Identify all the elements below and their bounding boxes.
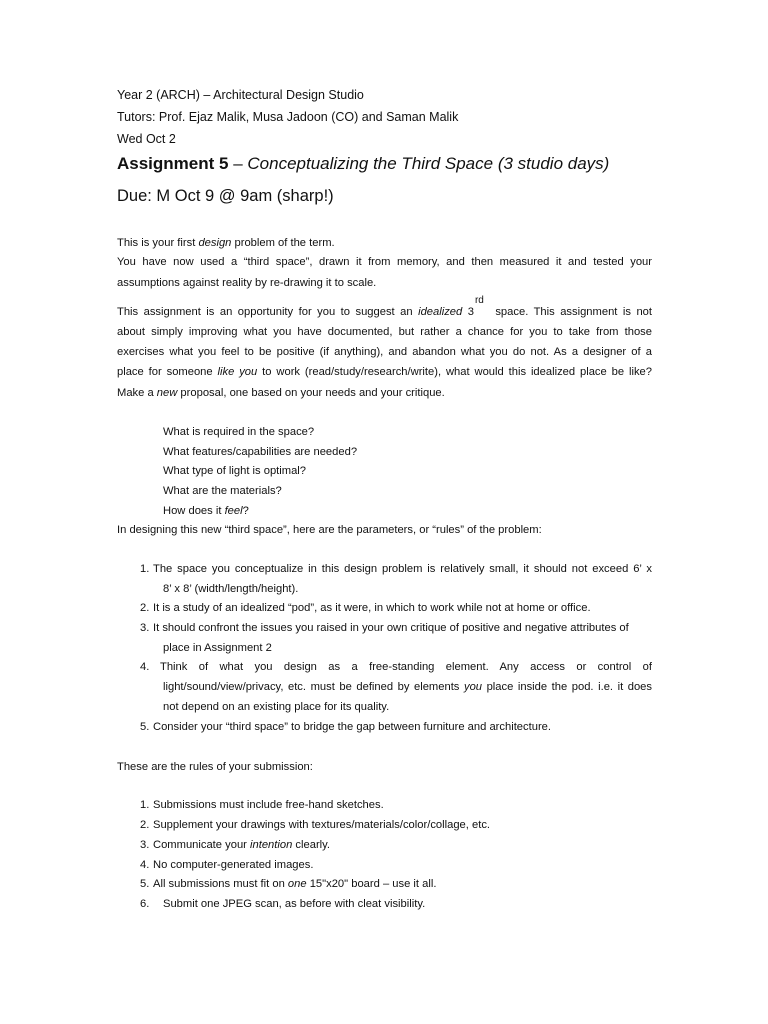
rule-1-number: 1. xyxy=(140,563,150,575)
submission-1-number: 1. xyxy=(140,799,150,811)
emphasis: one xyxy=(287,878,307,890)
text: light/sound/view/privacy, etc. must be defined by elements xyxy=(163,681,464,693)
submission-4: No computer-generated images. xyxy=(153,859,314,871)
rule-2-number: 2. xyxy=(140,602,150,614)
rule-1-line-2: 8’ x 8’ (width/length/height). xyxy=(163,583,299,595)
rule-3-line-2: place in Assignment 2 xyxy=(163,642,272,654)
text: This is your first xyxy=(117,237,199,249)
emphasis: idealized xyxy=(418,306,463,318)
due-date: Due: M Oct 9 @ 9am (sharp!) xyxy=(117,187,334,205)
text: Communicate your xyxy=(153,839,250,851)
submission-2: Supplement your drawings with textures/materials/color/collage, etc. xyxy=(153,819,491,831)
intro-line-1 xyxy=(117,236,335,250)
submission-5 xyxy=(153,878,436,890)
rule-4-line-1: Think of what you design as a free-standing element. Any access or control of xyxy=(160,661,652,673)
text: problem of the term. xyxy=(231,237,335,249)
text: to work (read/study/research/write), what would this idealized place be like? xyxy=(257,366,653,378)
emphasis: you xyxy=(463,681,483,693)
submission-6-number: 6. xyxy=(140,898,150,910)
rule-5-number: 5. xyxy=(140,721,150,733)
intro-line-3: assumptions against reality by re-drawing it to scale. xyxy=(117,277,377,289)
text: 15"x20" board – use it all. xyxy=(306,878,437,890)
text: space. This assignment is not xyxy=(489,306,652,318)
submission-5-number: 5. xyxy=(140,878,150,890)
emphasis: like you xyxy=(217,366,258,378)
text: place for someone xyxy=(117,366,218,378)
text: clearly. xyxy=(292,839,331,851)
submission-intro: These are the rules of your submission: xyxy=(117,761,313,773)
emphasis: design xyxy=(198,237,232,249)
rule-5: Consider your “third space” to bridge the gap between furniture and architecture. xyxy=(153,721,552,733)
assignment-subtitle: Conceptualizing the Third Space (3 studio days) xyxy=(247,154,610,173)
text: This assignment is an opportunity for you to suggest an xyxy=(117,306,419,318)
emphasis: intention xyxy=(250,839,293,851)
submission-1: Submissions must include free-hand sketches. xyxy=(153,799,384,811)
submission-4-number: 4. xyxy=(140,859,150,871)
rule-3-number: 3. xyxy=(140,622,150,634)
submission-2-number: 2. xyxy=(140,819,150,831)
rule-4-line-3: not depend on an existing place for its quality. xyxy=(163,701,390,713)
intro-line-7 xyxy=(117,366,652,378)
rule-4-line-2 xyxy=(163,681,652,693)
assignment-title xyxy=(117,153,609,175)
assignment-number: Assignment 5 xyxy=(117,154,229,173)
rule-3-line-1: It should confront the issues you raised in your own critique of positive and negative attributes of xyxy=(153,622,629,634)
submission-3-number: 3. xyxy=(140,839,150,851)
text: place inside the pod. i.e. it does xyxy=(482,681,652,693)
rule-2: It is a study of an idealized “pod”, as it were, in which to work while not at home or office. xyxy=(153,602,591,614)
question-1: What is required in the space? xyxy=(163,426,315,438)
question-5 xyxy=(163,504,249,518)
submission-6: Submit one JPEG scan, as before with cleat visibility. xyxy=(163,898,426,910)
question-2: What features/capabilities are needed? xyxy=(163,446,358,458)
tutors-line: Tutors: Prof. Ejaz Malik, Musa Jadoon (CO) and Saman Malik xyxy=(117,110,459,124)
text: All submissions must fit on xyxy=(153,878,288,890)
text: 3 xyxy=(462,306,474,318)
intro-line-6: exercises what you feel to be positive (if anything), and abandon what you do not. As a designer of a xyxy=(117,346,652,358)
text: ? xyxy=(242,505,249,517)
emphasis: feel xyxy=(224,505,243,517)
submission-3 xyxy=(153,839,330,851)
intro-line-8 xyxy=(117,386,445,400)
intro-line-4 xyxy=(117,295,652,318)
rules-intro: In designing this new “third space”, here are the parameters, or “rules” of the problem: xyxy=(117,524,542,536)
emphasis: new xyxy=(156,387,178,399)
intro-line-5: about simply improving what you have documented, but rather a chance for you to take from those xyxy=(117,326,652,338)
question-3: What type of light is optimal? xyxy=(163,465,307,477)
date-line: Wed Oct 2 xyxy=(117,132,176,146)
course-line: Year 2 (ARCH) – Architectural Design Studio xyxy=(117,88,364,102)
superscript: rd xyxy=(474,295,484,306)
title-dash: – xyxy=(228,154,248,173)
rule-1-line-1: The space you conceptualize in this design problem is relatively small, it should not exceed 6’ x xyxy=(153,563,652,575)
intro-line-2: You have now used a “third space”, drawn it from memory, and then measured it and tested your xyxy=(117,256,652,268)
text: How does it xyxy=(163,505,225,517)
question-4: What are the materials? xyxy=(163,485,282,497)
text: Make a xyxy=(117,387,157,399)
rule-4-number: 4. xyxy=(140,661,150,673)
text: proposal, one based on your needs and your critique. xyxy=(177,387,445,399)
